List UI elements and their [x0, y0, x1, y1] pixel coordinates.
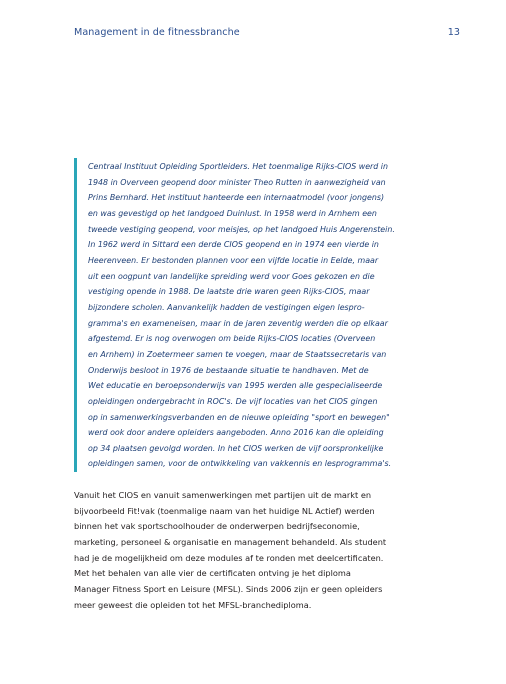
quote-line: Prins Bernhard. Het instituut hanteerde een internaatmodel (voor jongens)	[88, 193, 385, 203]
quote-line: opleidingen samen, voor de ontwikkeling van vakkennis en lesprogramma's.	[88, 459, 392, 469]
quote-line: gramma's en exameneisen, maar in de jaren zeventig werden die op elkaar	[88, 318, 388, 328]
quote-line: vestiging opende in 1988. De laatste drie waren geen Rijks-CIOS, maar	[88, 287, 370, 297]
body-line: Manager Fitness Sport en Leisure (MFSL). Sinds 2006 zijn er geen opleiders	[74, 583, 383, 594]
quote-line: Wet educatie en beroepsonderwijs van 1995 werden alle gespecialiseerde	[88, 381, 383, 391]
quote-line: In 1962 werd in Sittard een derde CIOS geopend en in 1974 een vierde in	[88, 240, 379, 250]
quote-line: Centraal Instituut Opleiding Sportleiders. Het toenmalige Rijks-CIOS werd in	[88, 162, 388, 171]
quote-accent-bar	[74, 158, 77, 472]
quote-line: opleidingen ondergebracht in ROC's. De vijf locaties van het CIOS gingen	[88, 396, 378, 406]
body-line: Met het behalen van alle vier de certificaten ontving je het diploma	[74, 568, 351, 579]
body-line: had je de mogelijkheid om deze modules af te ronden met deelcertificaten.	[74, 552, 384, 563]
quote-line: afgestemd. Er is nog overwogen om beide Rijks-CIOS locaties (Overveen	[88, 334, 376, 344]
body-line: marketing, personeel & organisatie en management behandeld. Als student	[74, 536, 387, 547]
body-paragraph	[74, 488, 458, 613]
quote-line: en Arnhem) in Zoetermeer samen te voegen, maar de Staatssecretaris van	[88, 349, 387, 359]
quote-block	[74, 158, 458, 472]
quote-line: Onderwijs besloot in 1976 de bestaande situatie te handhaven. Met de	[88, 365, 369, 375]
quote-line: tweede vestiging geopend, voor meisjes, op het landgoed Huis Angerenstein.	[88, 224, 395, 234]
quote-line: bijzondere scholen. Aanvankelijk hadden de vestigingen eigen lespro-	[88, 302, 365, 312]
quote-line: op in samenwerkingsverbanden en de nieuwe opleiding "sport en bewegen"	[88, 412, 390, 422]
body-line: Vanuit het CIOS en vanuit samenwerkingen met partijen uit de markt en	[74, 490, 372, 500]
body-line: bijvoorbeeld Fit!vak (toenmalige naam van het huidige NL Actief) werden	[74, 505, 375, 516]
quote-line: 1948 in Overveen geopend door minister Theo Rutten in aanwezigheid van	[88, 177, 386, 187]
body-line: meer geweest die opleiden tot het MFSL-branchediploma.	[74, 599, 312, 610]
quote-line: werd ook door andere opleiders aangeboden. Anno 2016 kan die opleiding	[88, 428, 384, 438]
body-line: binnen het vak sportschoolhouder de onderwerpen bedrijfseconomie,	[74, 521, 360, 532]
quote-line: op 34 plaatsen gevolgd worden. In het CIOS werken de vijf oorspronkelijke	[88, 443, 384, 453]
running-header-title: Management in de fitnessbranche	[74, 27, 240, 38]
quote-line: en was gevestigd op het landgoed Duinlust. In 1958 werd in Arnhem een	[88, 208, 377, 218]
quote-line: uit een oogpunt van landelijke spreiding werd voor Goes gekozen en die	[88, 271, 375, 281]
quote-text	[88, 159, 458, 472]
quote-line: Heerenveen. Er bestonden plannen voor een vijfde locatie in Eelde, maar	[88, 255, 379, 265]
page-number: 13	[447, 27, 460, 38]
